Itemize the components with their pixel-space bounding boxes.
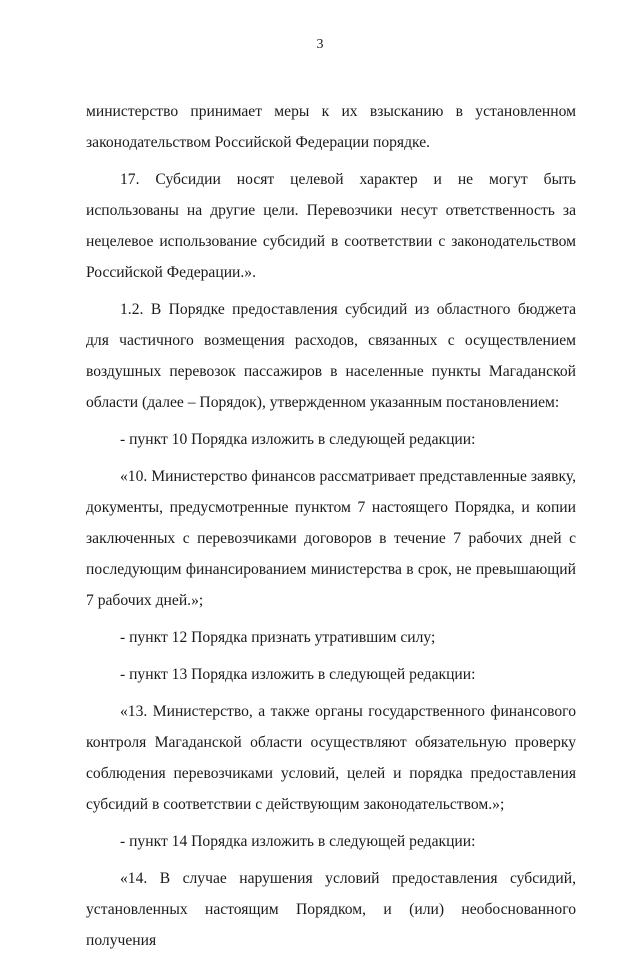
paragraph-item-17: 17. Субсидии носят целевой характер и не могут быть использованы на другие цели. Перевозчики несут ответственность за нецелевое использование субсидий в соответствии с законодательством Российской Федерации.».	[86, 171, 576, 281]
paragraph-amend-item-14: - пункт 14 Порядка изложить в следующей редакции:	[120, 833, 476, 850]
page-number: 3	[316, 37, 324, 52]
document-body	[86, 96, 576, 962]
paragraph-section-1-2: 1.2. В Порядке предоставления субсидий из областного бюджета для частичного возмещения расходов, связанных с осуществлением воздушных перевозок пассажиров в населенные пункты Магаданской области (далее – Порядок), утвержденном указанным постановлением:	[86, 301, 576, 411]
paragraph-item-10-text: «10. Министерство финансов рассматривает представленные заявку, документы, предусмотренные пунктом 7 настоящего Порядка, и копии заключенных с перевозчиками договоров в течение 7 рабочих дней с последующим финансированием министерства в срок, не превышающий 7 рабочих дней.»;	[86, 468, 576, 609]
paragraph-amend-item-13: - пункт 13 Порядка изложить в следующей редакции:	[120, 666, 476, 683]
paragraph-repeal-item-12: - пункт 12 Порядка признать утратившим силу;	[120, 629, 436, 646]
paragraph-continuation: министерство принимает меры к их взысканию в установленном законодательством Российской Федерации порядке.	[86, 103, 576, 151]
paragraph-item-14-text: «14. В случае нарушения условий предоставления субсидий, установленных настоящим Порядком, и (или) необоснованного получения	[86, 870, 576, 949]
paragraph-amend-item-10: - пункт 10 Порядка изложить в следующей редакции:	[120, 431, 476, 448]
paragraph-item-13-text: «13. Министерство, а также органы государственного финансового контроля Магаданской области осуществляют обязательную проверку соблюдения перевозчиками условий, целей и порядка предоставления субсидий в соответствии с действующим законодательством.»;	[86, 703, 576, 813]
